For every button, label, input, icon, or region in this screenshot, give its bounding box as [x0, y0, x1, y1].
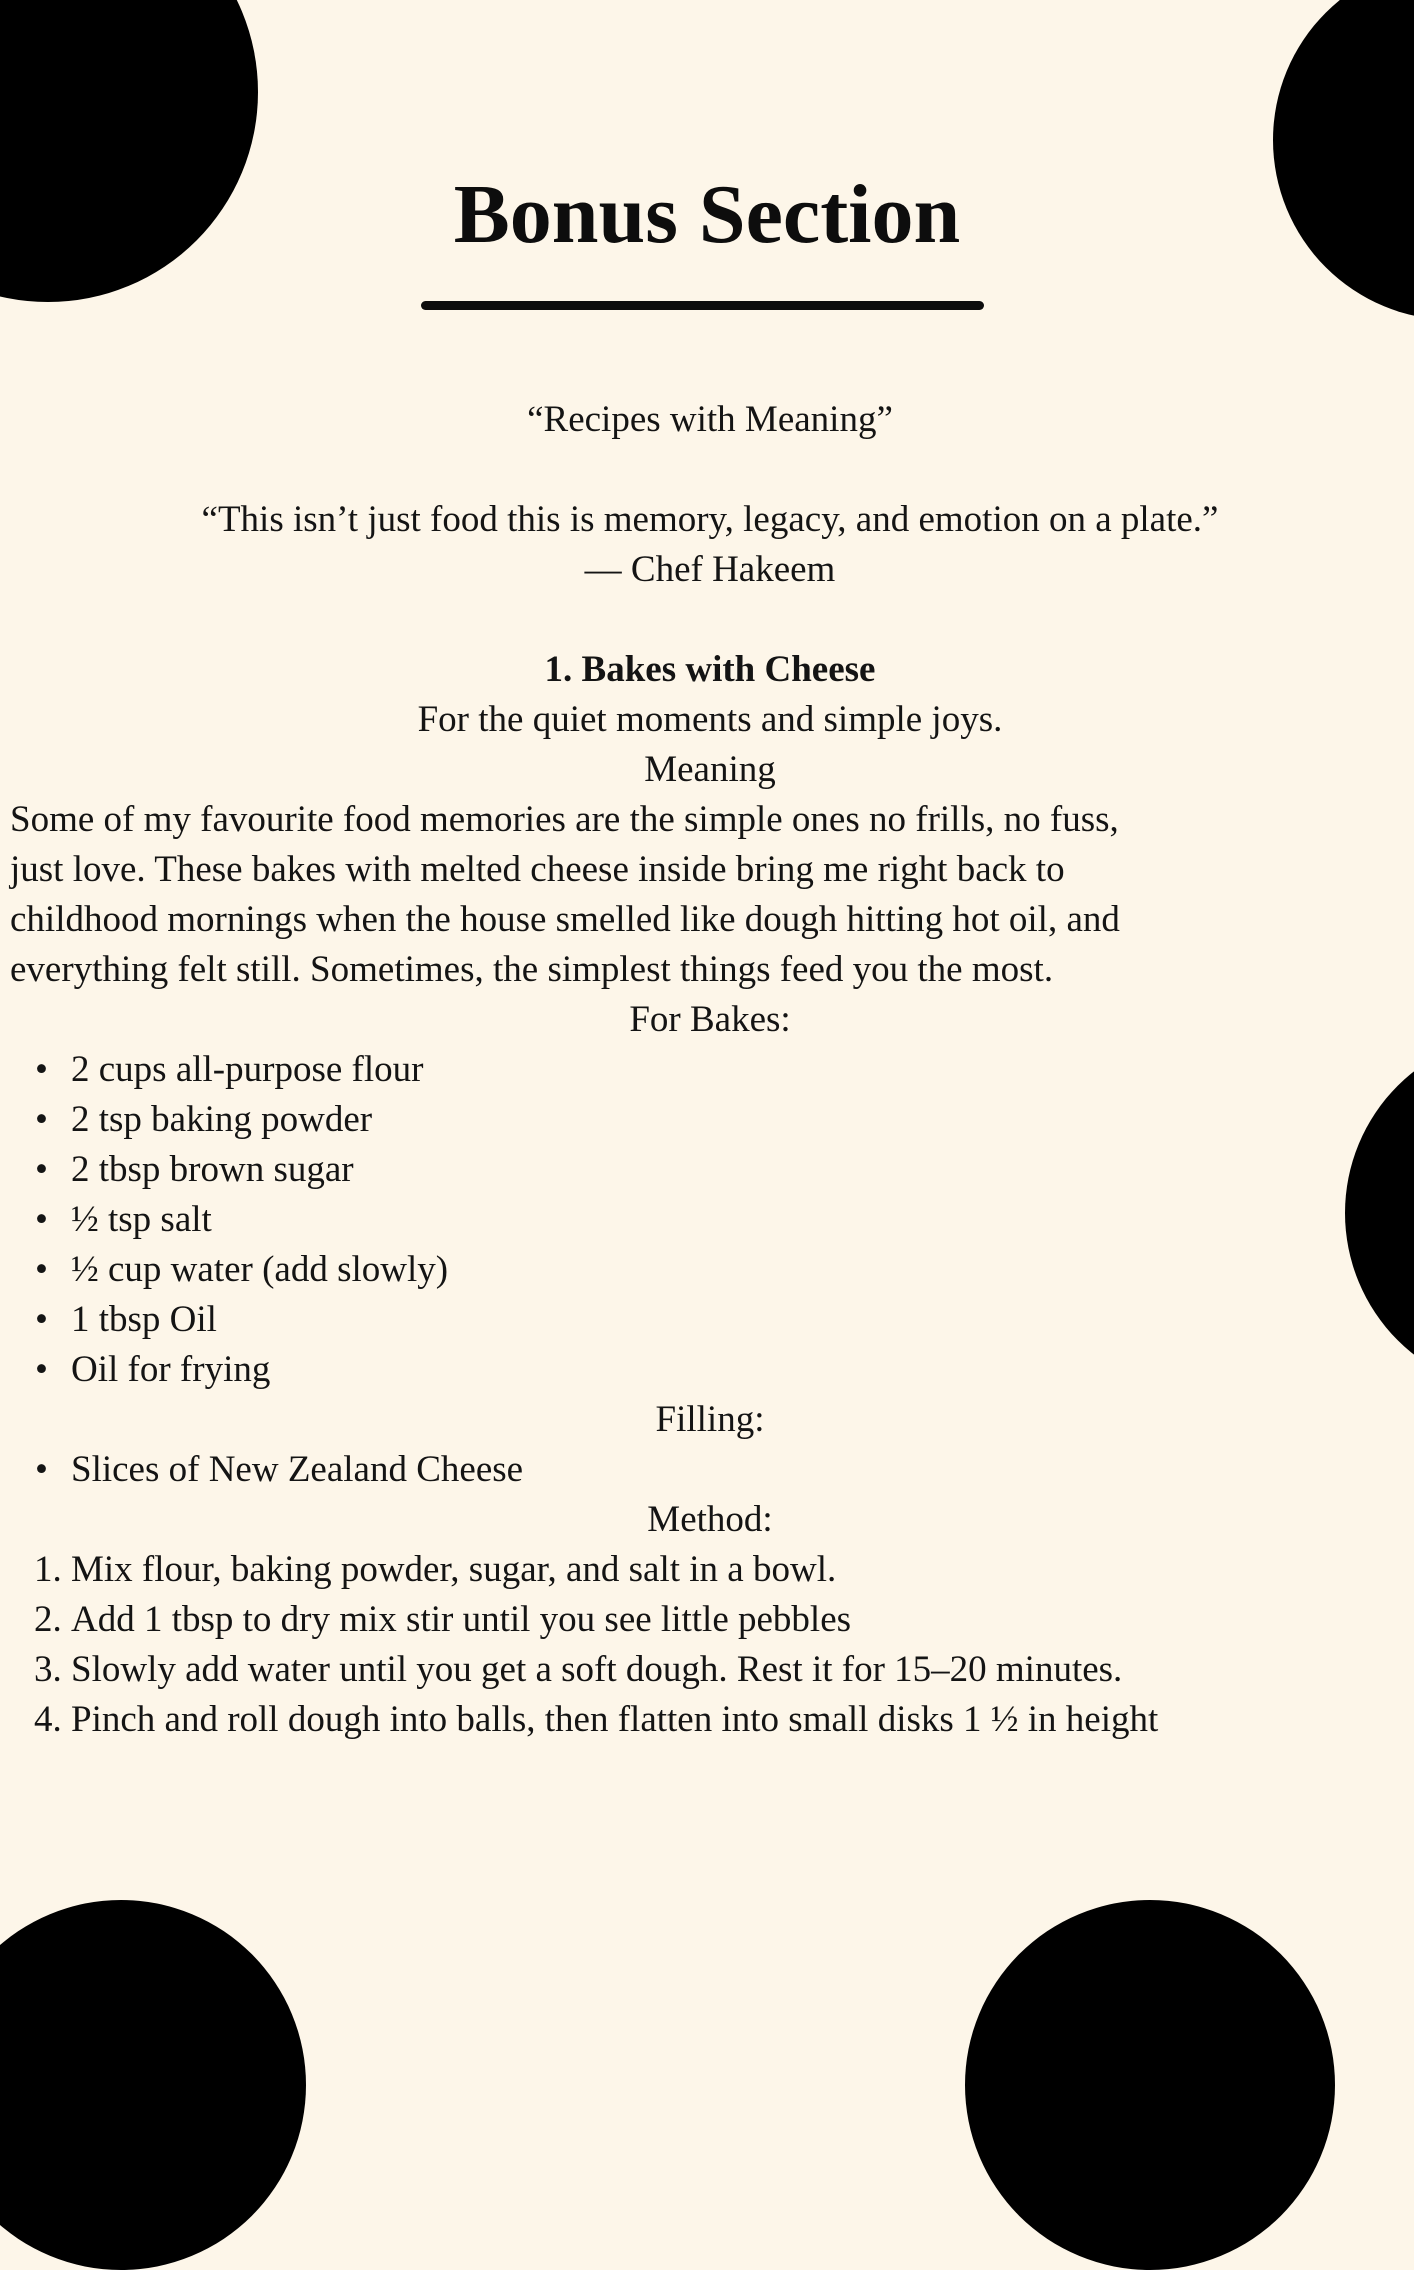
bullet-icon: • [35, 1149, 48, 1190]
step-text: Add 1 tbsp to dry mix stir until you see little pebbles [71, 1599, 852, 1640]
document-body [10, 395, 1410, 1745]
list-item [10, 1545, 1410, 1595]
bullet-icon: • [35, 1299, 48, 1340]
meaning-paragraph [10, 795, 1410, 995]
meaning-line: just love. These bakes with melted cheese inside bring me right back to [10, 849, 1065, 890]
list-item [10, 1295, 1410, 1345]
list-item [10, 1145, 1410, 1195]
bakes-label: For Bakes: [629, 999, 791, 1040]
spacer [10, 595, 1410, 645]
list-item [10, 1345, 1410, 1395]
ingredient-text: 1 tbsp Oil [71, 1299, 217, 1340]
meaning-line: everything felt still. Sometimes, the simplest things feed you the most. [10, 949, 1054, 990]
method-label: Method: [647, 1499, 773, 1540]
filling-list [10, 1445, 1410, 1495]
ingredient-text: Oil for frying [71, 1349, 271, 1390]
list-item [10, 1645, 1410, 1695]
list-item [10, 1595, 1410, 1645]
meaning-label: Meaning [644, 749, 776, 790]
ingredient-text: 2 cups all-purpose flour [71, 1049, 424, 1090]
recipe-tagline: For the quiet moments and simple joys. [417, 699, 1003, 740]
spacer [10, 445, 1410, 495]
step-number: 3. [34, 1649, 62, 1690]
title-underline [421, 301, 984, 310]
list-item [10, 1045, 1410, 1095]
step-number: 2. [34, 1599, 62, 1640]
bullet-icon: • [35, 1249, 48, 1290]
bullet-icon: • [35, 1349, 48, 1390]
bullet-icon: • [35, 1099, 48, 1140]
meaning-line: childhood mornings when the house smelled like dough hitting hot oil, and [10, 899, 1120, 940]
method-steps-list [10, 1545, 1410, 1745]
step-text: Mix flour, baking powder, sugar, and salt in a bowl. [71, 1549, 837, 1590]
subtitle: “Recipes with Meaning” [527, 399, 893, 440]
step-number: 1. [34, 1549, 62, 1590]
list-item [10, 1095, 1410, 1145]
list-item [10, 1245, 1410, 1295]
step-number: 4. [34, 1699, 62, 1740]
bullet-icon: • [35, 1049, 48, 1090]
page-title: Bonus Section [453, 168, 961, 261]
filling-label: Filling: [655, 1399, 765, 1440]
meaning-line: Some of my favourite food memories are the simple ones no frills, no fuss, [10, 799, 1119, 840]
filling-text: Slices of New Zealand Cheese [71, 1449, 524, 1490]
recipe-heading: 1. Bakes with Cheese [544, 649, 876, 690]
list-item [10, 1195, 1410, 1245]
ingredient-text: 2 tbsp brown sugar [71, 1149, 354, 1190]
bakes-ingredient-list [10, 1045, 1410, 1395]
bullet-icon: • [35, 1199, 48, 1240]
step-text: Slowly add water until you get a soft dough. Rest it for 15–20 minutes. [71, 1649, 1123, 1690]
ingredient-text: 2 tsp baking powder [71, 1099, 373, 1140]
quote: “This isn’t just food this is memory, legacy, and emotion on a plate.” [201, 499, 1219, 540]
ingredient-text: ½ cup water (add slowly) [71, 1249, 449, 1290]
list-item [10, 1445, 1410, 1495]
bullet-icon: • [35, 1449, 48, 1490]
quote-attribution: — Chef Hakeem [584, 549, 836, 590]
ingredient-text: ½ tsp salt [71, 1199, 212, 1240]
step-text: Pinch and roll dough into balls, then flatten into small disks 1 ½ in height [71, 1699, 1159, 1740]
list-item [10, 1695, 1410, 1745]
